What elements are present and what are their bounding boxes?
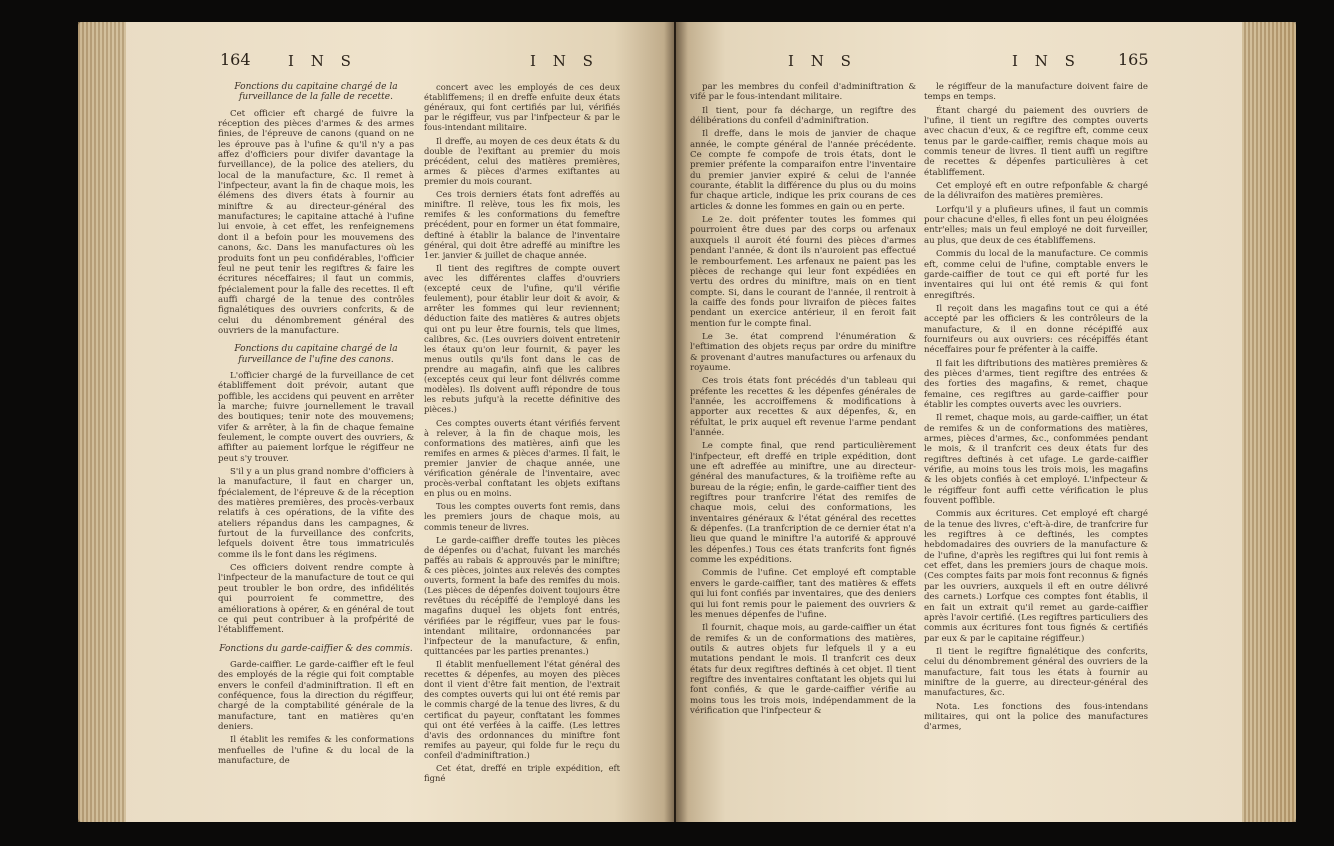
- paragraph: Lorfqu'il y a plufieurs ufines, il faut un commis pour chacune d'elles, fi elles font un peu éloignées entr'elles; mais un feul employé ne doit furveiller, au plus, que deux de ces établiffemens.: [924, 204, 1148, 246]
- paragraph: S'il y a un plus grand nombre d'officiers à la manufacture, il faut en charger un, fpécialement, de l'épreuve & de la réception des matières premières, des procès-verbaux relatifs à ces opérations, de la vifite des ateliers répandus dans les campagnes, & furtout de la furveillance des confcrits, lefquels doivent être tous immatriculés comme ils le font dans les régimens.: [218, 467, 414, 560]
- right-running-header-1: I N S: [788, 52, 857, 70]
- section-heading: Fonctions du garde-caiffier & des commis.: [219, 643, 413, 654]
- paragraph: Ces trois derniers états font adreffés au miniftre. Il relève, tous les fix mois, les remifes & les conformations du femeftre précédent, pour en former un état fommaire, deftiné à établir la balance de l'inventaire général, qui doit être adreffé au miniftre les 1er. janvier & juillet de chaque année.: [424, 189, 620, 260]
- left-running-header-1: I N S: [288, 52, 357, 70]
- paragraph: Il tient, pour fa décharge, un regiftre des délibérations du confeil d'adminiftration.: [690, 105, 916, 127]
- book-gutter: [664, 22, 688, 822]
- right-page-edges: [1242, 22, 1296, 822]
- paragraph: Garde-caiffier. Le garde-caiffier eft le feul des employés de la régie qui foit comptable envers le confeil d'adminiftration. Il eft en conféquence, fous la direction du régiffeur, chargé de la comptabilité générale de la manufacture, tant en matières qu'en deniers.: [218, 659, 414, 732]
- left-column-2: [424, 82, 620, 786]
- paragraph: Il dreffe, au moyen de ces deux états & du double de l'exiftant au premier du mois précédent, celui des matières premières, armes & pièces d'armes exiftantes au premier du mois courant.: [424, 135, 620, 186]
- left-running-header-2: I N S: [530, 52, 599, 70]
- paragraph: concert avec les employés de ces deux établiffemens; il en dreffe enfuite deux états généraux, qui font certifiés par lui, vérifiés par le régiffeur, vus par l'infpecteur & par le fous-intendant militaire.: [424, 82, 620, 133]
- right-column-2: [924, 82, 1148, 736]
- paragraph: L'officier chargé de la furveillance de cet établiffement doit prévoir, autant que poffible, les accidens qui peuvent en arrêter la marche; fuivre journellement le travail des boutiques; tenir note des mouvemens; vifer & arrêter, à la fin de chaque femaine feulement, le compte ouvert des ouvriers, & affifter au paiement lorfque le régiffeur ne peut s'y trouver.: [218, 370, 414, 464]
- left-column-1: [218, 82, 414, 769]
- paragraph: Le 2e. doit préfenter toutes les fommes qui pourroient être dues par des corps ou arfenaux auxquels il auroit été fourni des pièces d'armes pendant l'année, & dont ils n'auroient pas effectué le rembourfement. Les arfenaux ne paient pas les pièces de rechange qui leur font expédiées en vertu des ordres du miniftre, mais on en tient compte. Si, dans le courant de l'année, il rentroit à la caiffe des fonds pour livraifon de pièces faites pendant un exercice antérieur, il en feroit fait mention fur le compte final.: [690, 215, 916, 329]
- paragraph: Il tient des regiftres de compte ouvert avec les différentes claffes d'ouvriers (excepté ceux de l'ufine, qu'il vérifie feulement), pour établir leur doit & avoir, & arrêter les fommes qui leur reviennent; déduction faite des matières & autres objets qui ont pu leur être fournis, tels que limes, calibres, &c. (Les ouvriers doivent entretenir les étaux qu'on leur fournit, & payer les menus outils qu'ils font dans le cas de prendre au magafin, ainfi que les calibres (exceptés ceux qui leur font délivrés comme modèles). Ils doivent auffi répondre de tous les rebuts jufqu'à la recette définitive des pièces.): [424, 262, 620, 415]
- paragraph: Commis de l'ufine. Cet employé eft comptable envers le garde-caiffier, tant des matières & effets qui lui font confiés par inventaires, que des deniers qui lui font remis pour le paiement des ouvriers & les menues dépenfes de l'ufine.: [690, 568, 916, 620]
- paragraph: Ces comptes ouverts étant vérifiés fervent à relever, à la fin de chaque mois, les conformations des matières, ainfi que les remifes en armes & pièces d'armes. Il fait, le premier janvier de chaque année, une vérification générale de l'inventaire, avec procès-verbal conftatant les objets exiftans en plus ou en moins.: [424, 417, 620, 499]
- paragraph: Commis aux écritures. Cet employé eft chargé de la tenue des livres, c'eft-à-dire, de tranfcrire fur les regiftres à ce deftinés, les comptes hebdomadaires des ouvriers de la manufacture & de l'ufine, d'après les regiftres qui lui font remis à cet effet, dans les premiers jours de chaque mois. (Ces comptes faits par mois font reconnus & fignés par les ouvriers, auxquels il eft en outre délivré des carnets.) Lorfque ces comptes font établis, il en fait un extrait qu'il remet au garde-caiffier après l'avoir certifié. (Les regiftres particuliers des commis aux écritures font tous fignés & certifiés par eux & par le capitaine régiffeur.): [924, 509, 1148, 644]
- paragraph: Commis du local de la manufacture. Ce commis eft, comme celui de l'ufine, comptable envers le garde-caiffier de tout ce qui eft porté fur les inventaires qui lui ont été remis & qui font enregiftrés.: [924, 249, 1148, 301]
- paragraph: Il tient le regiftre fignalétique des confcrits, celui du dénombrement général des ouvriers de la manufacture, fait tous les états à fournir au miniftre de la guerre, au directeur-général des manufactures, &c.: [924, 646, 1148, 699]
- section-heading: Fonctions du capitaine chargé de la furveillance de la falle de recette.: [234, 82, 398, 103]
- paragraph: Il remet, chaque mois, au garde-caiffier, un état de remifes & un de conformations des matières, armes, pièces d'armes, &c., confommées pendant le mois, & il tranfcrit ces deux états fur des regiftres deftinés à cet ufage. Le garde-caiffier vérifie, au moins tous les trois mois, les magafins & les objets confiés à cet employé. L'infpecteur & le régiffeur font auffi cette vérification le plus fouvent poffible.: [924, 413, 1148, 507]
- left-page-number: 164: [220, 50, 251, 69]
- left-page-edges: [78, 22, 126, 822]
- paragraph: Le garde-caiffier dreffe toutes les pièces de dépenfes ou d'achat, fuivant les marchés paffés au rabais & approuvés par le miniftre; & ces pièces, jointes aux relevés des comptes ouverts, forment la bafe des remifes du mois. (Les pièces de dépenfes doivent toujours être revêtues du récépiffé de l'employé dans les magafins duquel les objets font entrés, vérifiées par le régiffeur, vues par le fous-intendant militaire, ordonnancées par l'infpecteur de la manufacture, & enfin, quittancées par les parties prenantes.): [424, 534, 620, 656]
- paragraph: Il dreffe, dans le mois de janvier de chaque année, le compte général de l'année précédente. Ce compte fe compofe de trois états, dont le premier préfente la comparaifon entre l'inventaire du premier janvier expiré & celui de l'année courante, établit la différence du plus ou du moins fur chaque article, indique les prix courans de ces articles & donne les fommes en gain ou en perte.: [690, 129, 916, 212]
- right-page-number: 165: [1118, 50, 1149, 69]
- paragraph: Cet employé eft en outre refponfable & chargé de la délivraifon des matières premières.: [924, 181, 1148, 202]
- paragraph: le régiffeur de la manufacture doivent faire de temps en temps.: [924, 82, 1148, 103]
- paragraph: Ces trois états font précédés d'un tableau qui préfente les recettes & les dépenfes générales de l'année, les accroiffemens & modifications à apporter aux recettes & aux dépenfes, &, en réfultat, le prix auquel eft revenue l'arme pendant l'année.: [690, 376, 916, 438]
- paragraph: Il établit les remifes & les conformations menfuelles de l'ufine & du local de la manufacture, de: [218, 735, 414, 766]
- paragraph: Il fournit, chaque mois, au garde-caiffier un état de remifes & un de conformations des matières, outils & autres objets fur lefquels il y a eu mutations pendant le mois. Il tranfcrit ces deux états fur deux regiftres deftinés à cet objet. Il tient regiftre des inventaires conftatant les objets qui lui font confiés, & que le garde-caiffier vérifie au moins tous les trois mois, indépendamment de la vérification que l'infpecteur &: [690, 623, 916, 716]
- paragraph: par les membres du confeil d'adminiftration & vifé par le fous-intendant militaire.: [690, 82, 916, 103]
- paragraph: Tous les comptes ouverts font remis, dans les premiers jours de chaque mois, au commis teneur de livres.: [424, 501, 620, 532]
- paragraph: Cet état, dreffé en triple expédition, eft figné: [424, 763, 620, 784]
- paragraph: Cet officier eft chargé de fuivre la réception des pièces d'armes & des armes finies, de l'épreuve de canons (quand on ne les éprouve pas à l'ufine & qu'il n'y a pas affez d'officiers pour divifer davantage la furveillance), de la police des ateliers, du local de la manufacture, &c. Il remet à l'infpecteur, avant la fin de chaque mois, les élémens des divers états à fournir au miniftre & au directeur-général des manufactures; le capitaine attaché à l'ufine lui envoie, à cet effet, les renfeignemens dont il a befoin pour les mouvemens des canons, &c. Dans les manufactures où les produits font un peu confidérables, l'officier feul ne peut tenir les regiftres & faire les écritures néceffaires; il faut un commis, fpécialement pour la falle des recettes. Il eft auffi chargé de la tenue des contrôles fignalétiques des ouvriers confcrits, & de celui du dénombrement général des ouvriers de la manufacture.: [218, 108, 414, 336]
- paragraph: Nota. Les fonctions des fous-intendans militaires, qui ont la police des manufactures d'armes,: [924, 701, 1148, 733]
- paragraph: Le compte final, que rend particulièrement l'infpecteur, eft dreffé en triple expédition, dont une eft adreffée au miniftre, une au directeur-général des manufactures, & la troifième refte au bureau de la régie; enfin, le garde-caiffier tient des regiftres pour tranfcrire l'état des remifes de chaque mois, celui des conformations, les inventaires généraux & l'état général des recettes & dépenfes. (La tranfcription de ce dernier état n'a lieu que quand le miniftre l'a autorifé & approuvé les dépenfes.) Tous ces états tranfcrits font fignés comme les expéditions.: [690, 441, 916, 566]
- paragraph: Il fait les diftributions des matières premières & des pièces d'armes, tient regiftre des entrées & des forties des magafins, & remet, chaque femaine, ces regiftres au garde-caiffier pour établir les comptes ouverts avec les ouvriers.: [924, 358, 1148, 410]
- right-running-header-2: I N S: [1012, 52, 1081, 70]
- paragraph: Ces officiers doivent rendre compte à l'infpecteur de la manufacture de tout ce qui peut troubler le bon ordre, des infidélités qui pourroient fe commettre, des améliorations à opérer, & en général de tout ce qui peut contribuer à la profpérité de l'établiffement.: [218, 563, 414, 636]
- paragraph: Le 3e. état comprend l'énumération & l'eftimation des objets reçus par ordre du miniftre & provenant d'autres manufactures ou arfenaux du royaume.: [690, 331, 916, 373]
- right-column-1: [690, 82, 916, 719]
- section-heading: Fonctions du capitaine chargé de la furveillance de l'ufine des canons.: [234, 344, 398, 365]
- paragraph: Il reçoit dans les magafins tout ce qui a été accepté par les officiers & les contrôleurs de la manufacture, & il en donne récépiffé aux fournifeurs ou aux ouvriers: ces récépiffés étant néceffaires pour fe préfenter à la caiffe.: [924, 303, 1148, 356]
- paragraph: Étant chargé du paiement des ouvriers de l'ufine, il tient un regiftre des comptes ouverts avec chacun d'eux, & ce regiftre eft, comme ceux tenus par le garde-caiffier, remis chaque mois au commis teneur de livres. Il tient auffi un regiftre de recettes & dépenfes particulières à cet établiffement.: [924, 105, 1148, 178]
- paragraph: Il établit menfuellement l'état général des recettes & dépenfes, au moyen des pièces dont il vient d'être fait mention, de l'extrait des comptes ouverts qui lui ont été remis par le commis chargé de la tenue des livres, & du certificat du payeur, conftatant les fommes qui ont été verfées à la caiffe. (Les lettres d'avis des ordonnances du miniftre font remifes au payeur, qui folde fur le reçu du confeil d'adminiftration.): [424, 659, 620, 760]
